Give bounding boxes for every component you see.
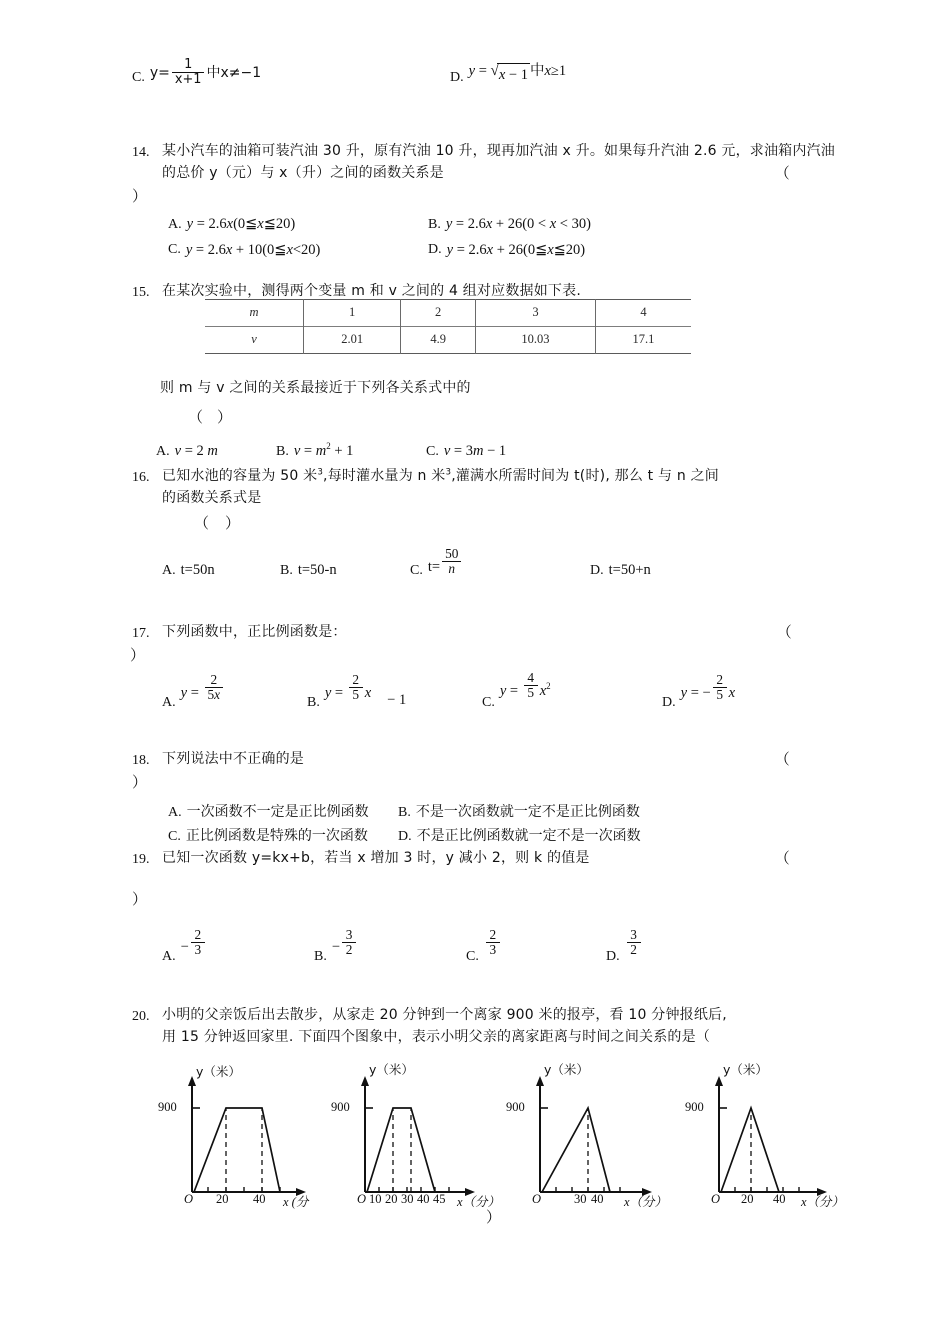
- question-stem: 已知一次函数 y=kx+b，若当 x 增加 3 时，y 减小 2，则 k 的值是: [162, 850, 590, 866]
- graph-c-svg: [500, 1066, 675, 1206]
- question-text: [162, 141, 848, 184]
- option-expression: v = 3m − 1: [443, 442, 507, 459]
- question-number: 18.: [132, 753, 150, 768]
- option-a[interactable]: [162, 559, 280, 581]
- answer-paren-group[interactable]: [194, 513, 848, 536]
- option-label: D.: [398, 829, 412, 845]
- y-tick-900: 900: [331, 1100, 350, 1114]
- option-b[interactable]: [276, 440, 426, 462]
- option-expression: − $\frac{3}{2}$: [332, 933, 358, 962]
- option-b[interactable]: [280, 559, 410, 581]
- x-tick-20: 20: [216, 1192, 229, 1206]
- origin-label: O: [711, 1192, 721, 1206]
- question-20: [132, 1005, 848, 1048]
- option-expression: 正比例函数是特殊的一次函数: [185, 829, 368, 845]
- x-axis-label: x（分）: [624, 1195, 668, 1209]
- option-label: A.: [162, 562, 176, 578]
- option-label: C.: [482, 694, 495, 710]
- option-expression: y = √ x − 1 中x≥1: [469, 60, 567, 86]
- answer-paren-open[interactable]: （: [774, 752, 790, 768]
- option-c[interactable]: [426, 440, 506, 462]
- option-c[interactable]: [410, 545, 590, 582]
- question-text: [162, 622, 848, 644]
- row-label: v: [251, 332, 257, 346]
- question-followup-text: 则 m 与 v 之间的关系最接近于下列各关系式中的: [160, 380, 471, 396]
- option-expression: y = 2.6x + 26(0 < x < 30): [445, 216, 591, 233]
- answer-paren-open[interactable]: （: [194, 516, 210, 533]
- y-tick-900: 900: [685, 1100, 704, 1114]
- option-expression: t=50n: [180, 562, 215, 579]
- option-b[interactable]: [307, 671, 482, 714]
- question-text: 在某次实验中，测得两个变量 m 和 v 之间的 4 组对应数据如下表.: [162, 283, 581, 299]
- y-axis-label: y（米）: [723, 1062, 768, 1077]
- cubic-superscript: 3: [445, 467, 452, 478]
- graph-option-a[interactable]: [150, 1064, 325, 1209]
- option-d: [450, 63, 566, 89]
- answer-paren-open[interactable]: （: [188, 409, 204, 426]
- answer-paren-close[interactable]: ）: [130, 648, 146, 665]
- option-a[interactable]: [162, 926, 314, 968]
- option-expression: t=50-n: [297, 562, 337, 579]
- option-expression: v = 2 m: [174, 442, 218, 459]
- x-tick-30: 30: [401, 1192, 414, 1206]
- option-label: B.: [280, 562, 293, 578]
- answer-paren-open[interactable]: （: [774, 165, 790, 182]
- question-stem-part1: 已知水池的容量为 50 米: [162, 468, 318, 484]
- option-b[interactable]: [314, 926, 466, 968]
- option-expression: y = $\frac{4}{5}$ $x^2$: [499, 669, 551, 700]
- y-axis-label: y（米）: [544, 1062, 589, 1077]
- answer-paren-close[interactable]: ）: [132, 892, 148, 909]
- option-expression: − $\frac{2}{3}$: [181, 933, 207, 962]
- origin-label: O: [532, 1192, 542, 1206]
- table-cell: 1: [304, 300, 401, 327]
- x-tick-40: 40: [773, 1192, 786, 1206]
- option-label: A.: [162, 948, 176, 964]
- option-a[interactable]: [168, 213, 428, 235]
- option-d[interactable]: [606, 926, 643, 968]
- graph-b-svg: [325, 1066, 500, 1206]
- option-d[interactable]: [428, 239, 585, 261]
- question-16: [132, 466, 848, 582]
- option-expression: t= $\frac{50}{n}$: [428, 553, 464, 582]
- question-partial-options: [132, 58, 848, 89]
- graph-d-svg: [675, 1066, 850, 1206]
- option-label: B.: [314, 948, 327, 964]
- question-text: [162, 749, 848, 771]
- option-label: C.: [168, 242, 181, 258]
- option-expression: y = 2.6x + 10(0≦x<20): [185, 241, 321, 258]
- data-table-wrapper: [205, 299, 691, 354]
- answer-graphs-row: [150, 1062, 850, 1209]
- option-label: C.: [466, 948, 479, 964]
- option-label: D.: [590, 562, 604, 578]
- table-cell: 2: [401, 300, 476, 327]
- option-label: A.: [168, 804, 182, 820]
- y-tick-900: 900: [158, 1100, 177, 1114]
- option-expression: y = $\frac{2}{5}$ x − 1: [324, 671, 407, 709]
- question-19: [132, 848, 848, 968]
- experiment-data-table: [205, 299, 691, 354]
- answer-paren-open[interactable]: （: [776, 625, 792, 641]
- options-list: [162, 926, 848, 968]
- x-tick-40: 40: [591, 1192, 604, 1206]
- option-label: D.: [606, 948, 620, 964]
- option-label: C.: [410, 562, 423, 578]
- option-expression: y = $\frac{2}{5x}$: [181, 679, 225, 708]
- option-c: [132, 57, 422, 89]
- option-label: C.: [168, 829, 181, 845]
- row-label: m: [249, 305, 259, 319]
- table-cell: 17.1: [595, 327, 691, 354]
- question-14: [132, 141, 848, 261]
- x-tick-40: 40: [253, 1192, 266, 1206]
- option-a[interactable]: [156, 440, 276, 462]
- option-expression: $\frac{2}{3}$: [484, 933, 502, 962]
- option-a[interactable]: [162, 671, 307, 714]
- answer-paren-close[interactable]: ）: [132, 775, 148, 792]
- question-18: [132, 749, 848, 848]
- question-17: [132, 622, 848, 714]
- question-number: 19.: [132, 852, 150, 867]
- x-axis-label: x（分）: [801, 1195, 845, 1209]
- answer-paren-close[interactable]: ）: [132, 188, 148, 205]
- answer-paren-open[interactable]: （: [774, 851, 790, 867]
- option-expression: $v = m^2 + 1$: [293, 441, 354, 459]
- option-expression: y = − $\frac{2}{5}$ x: [680, 671, 736, 702]
- option-expression: t=50+n: [608, 562, 651, 579]
- option-label: C.: [132, 70, 145, 86]
- x-tick-45: 45: [433, 1192, 446, 1206]
- graph-option-d[interactable]: [675, 1062, 850, 1209]
- options-list: [168, 802, 848, 848]
- x-tick-40: 40: [417, 1192, 430, 1206]
- x-tick-30: 30: [574, 1192, 587, 1206]
- option-expression: $\frac{3}{2}$: [625, 933, 643, 962]
- options-list: [156, 440, 848, 462]
- y-axis-label: y（米）: [196, 1064, 241, 1079]
- option-label: A.: [162, 694, 176, 710]
- x-tick-20: 20: [385, 1192, 398, 1206]
- option-d[interactable]: [590, 559, 651, 581]
- option-label: B.: [276, 443, 289, 459]
- origin-label: O: [357, 1192, 367, 1206]
- option-expression: 不是正比例函数就一定不是一次函数: [416, 829, 641, 845]
- question-15-continued: [156, 378, 848, 462]
- table-cell: 3: [476, 300, 596, 327]
- x-axis-label: x (分: [283, 1195, 309, 1209]
- answer-paren-group[interactable]: [188, 407, 848, 430]
- option-c[interactable]: [482, 669, 662, 714]
- option-d[interactable]: [662, 671, 736, 714]
- option-d[interactable]: [398, 826, 641, 848]
- option-expression: 一次函数不一定是正比例函数: [186, 804, 369, 820]
- graph-option-b[interactable]: [325, 1062, 501, 1209]
- option-b[interactable]: [398, 802, 640, 824]
- question-stem: 下列说法中不正确的是: [162, 751, 304, 767]
- question-text: [162, 848, 848, 870]
- option-b[interactable]: [428, 213, 591, 235]
- option-c[interactable]: [168, 826, 398, 848]
- question-stem: 某小汽车的油箱可装汽油 30 升，原有汽油 10 升，现再加汽油 x 升。如果每升汽油 2.6 元，求油箱内汽油的总价 y（元）与 x（升）之间的函数关系是: [162, 143, 835, 181]
- table-cell: 4.9: [401, 327, 476, 354]
- table-cell: 10.03: [476, 327, 596, 354]
- option-label: B.: [398, 804, 411, 820]
- option-a[interactable]: [168, 802, 398, 824]
- table-cell: 4: [595, 300, 691, 327]
- option-label: D.: [428, 242, 442, 258]
- options-list: [162, 669, 848, 714]
- cubic-superscript: 3: [317, 467, 324, 478]
- option-expression: y = 2.6x + 26(0≦x≦20): [446, 241, 586, 258]
- question-20-close-paren[interactable]: ）: [486, 1210, 502, 1226]
- y-axis-label: y（米）: [369, 1062, 414, 1077]
- option-expression: 不是一次函数就一定不是正比例函数: [415, 804, 640, 820]
- option-label: D.: [662, 694, 676, 710]
- x-tick-10: 10: [369, 1192, 382, 1206]
- question-stem-part2: ,每时灌水量为 n 米: [323, 468, 446, 484]
- question-text-line2: 的函数关系式是: [162, 489, 262, 506]
- option-label: B.: [307, 694, 320, 710]
- options-list: [162, 545, 848, 582]
- question-stem-part3: ,灌满水所需时间为 t(时), 那么 t 与 n 之间: [451, 468, 719, 484]
- answer-paren-close[interactable]: ）: [225, 516, 241, 533]
- question-number: 14.: [132, 145, 150, 160]
- y-tick-900: 900: [506, 1100, 525, 1114]
- options-list: [168, 213, 848, 261]
- question-number: 15.: [132, 285, 150, 300]
- option-label: C.: [426, 443, 439, 459]
- option-label: A.: [168, 216, 182, 232]
- table-row: [205, 300, 691, 327]
- question-number: 16.: [132, 470, 150, 485]
- origin-label: O: [184, 1192, 194, 1206]
- graph-a-svg: [150, 1066, 325, 1206]
- graph-option-c[interactable]: [500, 1062, 675, 1209]
- question-number: 20.: [132, 1009, 150, 1024]
- question-text-line1: 小明的父亲饭后出去散步，从家走 20 分钟到一个离家 900 米的报亭，看 10 分钟报纸后,: [162, 1007, 727, 1023]
- option-label: D.: [450, 70, 464, 86]
- option-c[interactable]: [466, 926, 606, 968]
- option-expression: y= $\frac{1}{x+1}$ 中x≠−1: [149, 57, 262, 87]
- question-stem: 下列函数中，正比例函数是：: [162, 624, 347, 640]
- option-label: A.: [156, 443, 170, 459]
- question-text-line2: 用 15 分钟返回家里. 下面四个图象中，表示小明父亲的离家距离与时间之间关系的是（: [162, 1028, 711, 1045]
- option-c[interactable]: [168, 239, 428, 261]
- answer-paren-close[interactable]: ）: [217, 409, 233, 426]
- table-cell: 2.01: [304, 327, 401, 354]
- table-row: [205, 327, 691, 354]
- question-text: [162, 466, 848, 488]
- question-number: 17.: [132, 626, 150, 641]
- option-expression: y = 2.6x(0≦x≦20): [186, 216, 296, 233]
- option-label: B.: [428, 216, 441, 232]
- x-axis-label: x（分）: [457, 1195, 501, 1209]
- x-tick-20: 20: [741, 1192, 754, 1206]
